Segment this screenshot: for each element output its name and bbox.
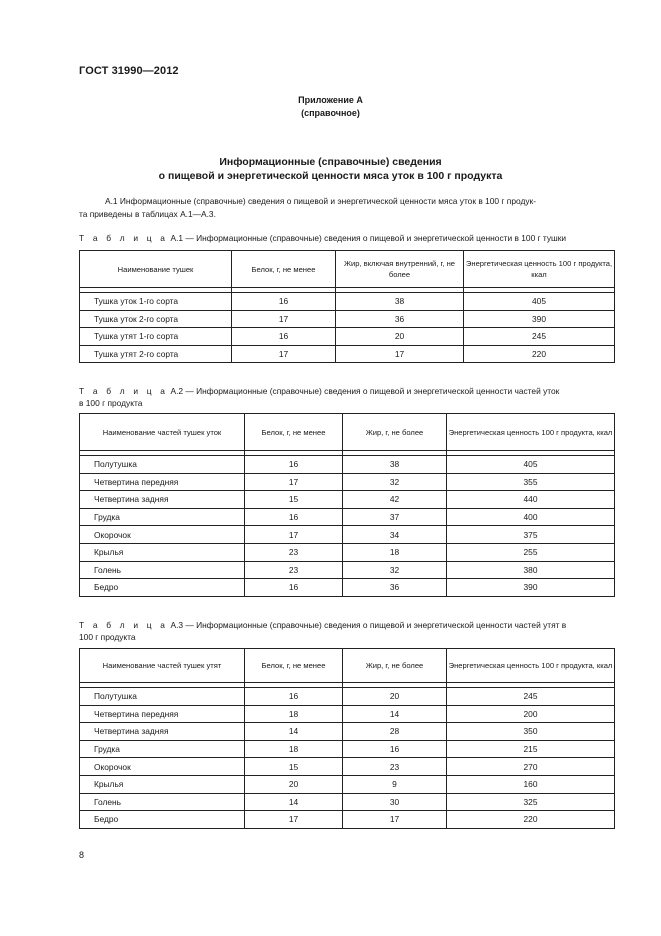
table-cell-name: Четвертина задняя — [80, 491, 245, 509]
table3-caption-text: А.3 — Информационные (справочные) сведения о пищевой и энергетической ценности частей утят в — [168, 620, 567, 630]
table-cell-value: 16 — [232, 328, 336, 346]
table-row — [80, 310, 615, 328]
table-cell-value: 405 — [464, 293, 615, 311]
table-cell-value: 28 — [343, 723, 447, 741]
table-row — [80, 688, 615, 706]
table-cell-value: 380 — [447, 561, 615, 579]
table1-caption-prefix: Т а б л и ц а — [79, 233, 169, 243]
table-cell-value: 37 — [343, 508, 447, 526]
table2-header-name: Наименование частей тушек уток — [80, 414, 245, 451]
table-row — [80, 705, 615, 723]
table-cell-value: 20 — [245, 775, 343, 793]
table-cell-name: Крылья — [80, 775, 245, 793]
table-row — [80, 811, 615, 829]
table-cell-value: 390 — [447, 579, 615, 597]
table-cell-value: 14 — [245, 793, 343, 811]
table-cell-name: Тушка утят 1-го сорта — [80, 328, 232, 346]
table-cell-value: 440 — [447, 491, 615, 509]
table-cell-value: 23 — [245, 561, 343, 579]
table-row — [80, 345, 615, 363]
table-cell-value: 23 — [245, 543, 343, 561]
table3-header-fat: Жир, г, не более — [343, 649, 447, 683]
table-cell-value: 350 — [447, 723, 615, 741]
table-cell-value: 17 — [343, 811, 447, 829]
table-cell-name: Тушка уток 2-го сорта — [80, 310, 232, 328]
table-cell-value: 245 — [447, 688, 615, 706]
table-cell-name: Крылья — [80, 543, 245, 561]
intro-paragraph-line2: та приведены в таблицах А.1—А.3. — [79, 209, 216, 219]
table-cell-value: 200 — [447, 705, 615, 723]
table-cell-name: Окорочок — [80, 526, 245, 544]
table-cell-value: 15 — [245, 491, 343, 509]
intro-paragraph-line1: А.1 Информационные (справочные) сведения о пищевой и энергетической ценности мяса уток в 100 г продук- — [105, 196, 536, 206]
table-cell-value: 20 — [336, 328, 464, 346]
table-cell-value: 42 — [343, 491, 447, 509]
table2-caption — [79, 385, 619, 409]
table-cell-value: 18 — [343, 543, 447, 561]
table3-header-name: Наименование частей тушек утят — [80, 649, 245, 683]
table-cell-value: 15 — [245, 758, 343, 776]
table-row — [80, 543, 615, 561]
table-row — [80, 508, 615, 526]
table-row — [80, 775, 615, 793]
annex-subtitle: (справочное) — [301, 108, 360, 118]
table-cell-value: 270 — [447, 758, 615, 776]
standard-number: ГОСТ 31990—2012 — [79, 65, 179, 77]
table-row — [80, 723, 615, 741]
table2-caption-text: А.2 — Информационные (справочные) сведения о пищевой и энергетической ценности частей уток — [168, 386, 560, 396]
table-cell-value: 17 — [245, 526, 343, 544]
table1-header-name: Наименование тушек — [80, 251, 232, 288]
table2-header-protein: Белок, г, не менее — [245, 414, 343, 451]
table-cell-value: 400 — [447, 508, 615, 526]
table3-caption — [79, 619, 619, 643]
table-cell-value: 32 — [343, 473, 447, 491]
table-cell-value: 16 — [245, 508, 343, 526]
table-cell-value: 16 — [245, 456, 343, 474]
table-cell-name: Бедро — [80, 811, 245, 829]
table-row — [80, 293, 615, 311]
table-cell-value: 18 — [245, 705, 343, 723]
table-cell-value: 20 — [343, 688, 447, 706]
table3-caption-line2: 100 г продукта — [79, 632, 136, 642]
table-row — [80, 328, 615, 346]
table-cell-value: 17 — [245, 473, 343, 491]
table-cell-value: 14 — [245, 723, 343, 741]
table-cell-name: Окорочок — [80, 758, 245, 776]
table-cell-value: 215 — [447, 740, 615, 758]
table2-header-energy: Энергетическая ценность 100 г продукта, ккал — [447, 414, 615, 451]
table-cell-name: Голень — [80, 561, 245, 579]
table-cell-name: Тушка утят 2-го сорта — [80, 345, 232, 363]
table-cell-value: 390 — [464, 310, 615, 328]
table-cell-value: 38 — [343, 456, 447, 474]
table-cell-value: 14 — [343, 705, 447, 723]
table-cell-value: 17 — [232, 345, 336, 363]
table-cell-value: 18 — [245, 740, 343, 758]
table-cell-value: 16 — [343, 740, 447, 758]
table-cell-name: Голень — [80, 793, 245, 811]
table-cell-value: 36 — [336, 310, 464, 328]
table2-header-fat: Жир, г, не более — [343, 414, 447, 451]
table-cell-value: 255 — [447, 543, 615, 561]
table-cell-name: Тушка уток 1-го сорта — [80, 293, 232, 311]
table-cell-name: Полутушка — [80, 688, 245, 706]
table-row — [80, 561, 615, 579]
table-row — [80, 579, 615, 597]
annex-title: Приложение А — [298, 95, 363, 105]
table-row — [80, 473, 615, 491]
table3 — [79, 648, 615, 829]
table-cell-value: 30 — [343, 793, 447, 811]
table-row — [80, 758, 615, 776]
table-cell-value: 32 — [343, 561, 447, 579]
table-cell-name: Бедро — [80, 579, 245, 597]
table-row — [80, 526, 615, 544]
table3-header-energy: Энергетическая ценность 100 г продукта, ккал — [447, 649, 615, 683]
table2-caption-line2: в 100 г продукта — [79, 398, 143, 408]
table-cell-value: 36 — [343, 579, 447, 597]
table1-header-fat: Жир, включая внутренний, г, не более — [336, 251, 464, 288]
table-row — [80, 793, 615, 811]
table-cell-value: 375 — [447, 526, 615, 544]
table-cell-value: 23 — [343, 758, 447, 776]
table1-caption — [79, 232, 619, 244]
table-cell-value: 17 — [245, 811, 343, 829]
table-cell-value: 220 — [447, 811, 615, 829]
table-cell-name: Полутушка — [80, 456, 245, 474]
table-cell-name: Грудка — [80, 740, 245, 758]
table-cell-value: 38 — [336, 293, 464, 311]
table3-header-protein: Белок, г, не менее — [245, 649, 343, 683]
table3-caption-prefix: Т а б л и ц а — [79, 620, 169, 630]
table-cell-value: 16 — [245, 688, 343, 706]
section-heading-line1: Информационные (справочные) сведения — [219, 156, 442, 168]
table-cell-value: 355 — [447, 473, 615, 491]
table1 — [79, 250, 615, 363]
table-row — [80, 456, 615, 474]
table-cell-name: Четвертина задняя — [80, 723, 245, 741]
table2 — [79, 413, 615, 597]
table-cell-value: 220 — [464, 345, 615, 363]
table-cell-value: 16 — [232, 293, 336, 311]
table-row — [80, 740, 615, 758]
table-cell-name: Четвертина передняя — [80, 705, 245, 723]
table-cell-value: 9 — [343, 775, 447, 793]
table-cell-value: 17 — [336, 345, 464, 363]
table-cell-name: Четвертина передняя — [80, 473, 245, 491]
table-cell-value: 325 — [447, 793, 615, 811]
table-cell-value: 17 — [232, 310, 336, 328]
table-cell-value: 34 — [343, 526, 447, 544]
table-cell-value: 160 — [447, 775, 615, 793]
table1-header-energy: Энергетическая ценность 100 г продукта, ккал — [464, 251, 615, 288]
table-row — [80, 491, 615, 509]
table-cell-value: 405 — [447, 456, 615, 474]
table1-header-protein: Белок, г, не менее — [232, 251, 336, 288]
page-number: 8 — [79, 850, 85, 860]
table-cell-value: 245 — [464, 328, 615, 346]
table1-caption-text: А.1 — Информационные (справочные) сведения о пищевой и энергетической ценности в 100 г тушки — [168, 233, 567, 243]
table-cell-value: 16 — [245, 579, 343, 597]
table2-caption-prefix: Т а б л и ц а — [79, 386, 169, 396]
table-cell-name: Грудка — [80, 508, 245, 526]
section-heading-line2: о пищевой и энергетической ценности мяса уток в 100 г продукта — [158, 170, 503, 182]
